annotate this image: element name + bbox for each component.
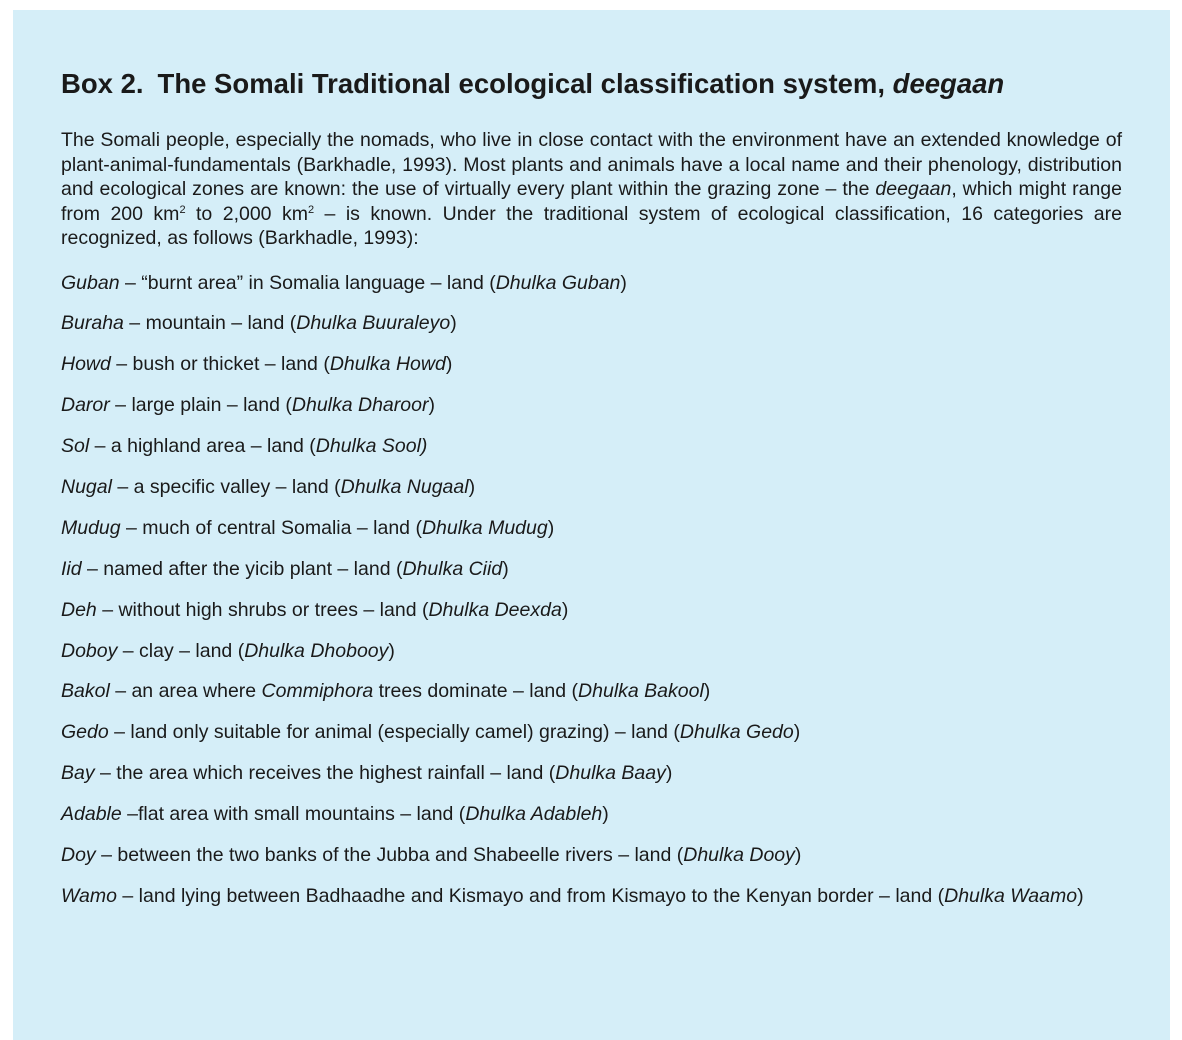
category-desc: – mountain – land (: [123, 312, 297, 335]
paren-close: ): [793, 721, 801, 744]
category-local-name: Dhulka Buuraleyo: [296, 312, 451, 335]
paren-close: ): [794, 843, 802, 866]
category-local-name: Dhulka Dharoor: [291, 394, 429, 417]
category-local-name: Dhulka Bakool: [578, 680, 704, 703]
paren-close: ): [502, 557, 509, 580]
category-name: Howd: [61, 353, 111, 376]
category-desc: – large plain – land (: [109, 394, 292, 417]
list-item: [61, 843, 1122, 868]
category-name: Bakol: [61, 680, 110, 703]
category-desc: – a specific valley – land (: [111, 475, 341, 498]
paren-close: ): [445, 353, 453, 376]
category-name: Deh: [61, 598, 97, 621]
category-name: Adable: [61, 803, 122, 826]
list-item: [61, 761, 1122, 786]
list-item: [61, 393, 1122, 418]
category-name: Daror: [61, 394, 110, 417]
category-local-name: Dhulka Waamo: [944, 884, 1078, 907]
category-list: [61, 271, 1122, 908]
paren-close: ): [450, 312, 457, 335]
category-desc: – a highland area – land (: [89, 435, 316, 458]
category-local-name: Dhulka Mudug: [421, 516, 548, 539]
category-desc: – the area which receives the highest rainfall – land (: [94, 762, 556, 785]
list-item: [61, 352, 1122, 377]
box-title: [61, 68, 1122, 100]
list-item: [61, 679, 1122, 704]
list-item: [61, 475, 1122, 500]
category-local-name: Dhulka Dhobooy: [244, 639, 389, 662]
category-desc: – land lying between Badhaadhe and Kismayo and from Kismayo to the Kenyan border – land (: [117, 884, 945, 907]
category-name: Mudug: [61, 516, 121, 539]
list-item: [61, 516, 1122, 541]
superscript-2: 2: [179, 203, 186, 216]
list-item: [61, 598, 1122, 623]
paren-close: ): [703, 680, 711, 703]
category-local-name: Dhulka Gedo: [679, 721, 794, 744]
category-name: Guban: [61, 271, 120, 294]
intro-paragraph: [61, 128, 1122, 251]
category-name: Bay: [61, 762, 95, 785]
category-name: Buraha: [61, 312, 124, 335]
box-title-term: deegaan: [892, 68, 1005, 99]
list-item: [61, 271, 1122, 296]
info-box: [13, 10, 1170, 1040]
paren-close: ): [561, 598, 569, 621]
category-name: Doboy: [61, 639, 118, 662]
category-desc: – land only suitable for animal (especially camel) grazing) – land (: [108, 721, 680, 744]
category-name: Wamo: [61, 884, 117, 907]
category-desc: – “burnt area” in Somalia language – land (: [119, 271, 496, 294]
category-local-name: Dhulka Ciid: [402, 557, 503, 580]
category-local-name: Dhulka Howd: [329, 353, 446, 376]
list-item: [61, 434, 1122, 459]
intro-term: deegaan: [875, 178, 952, 200]
paren-close: ): [602, 803, 609, 826]
paren-close: ): [1077, 884, 1084, 907]
category-desc: – an area where: [109, 680, 262, 703]
category-desc: – bush or thicket – land (: [110, 353, 330, 376]
paren-close: ): [468, 475, 476, 498]
category-local-name: Dhulka Adableh: [465, 803, 603, 826]
list-item: [61, 557, 1122, 582]
paren-close: ): [665, 762, 673, 785]
category-local-name: Dhulka Nugaal: [340, 475, 469, 498]
list-item: [61, 720, 1122, 745]
category-desc: –flat area with small mountains – land (: [121, 803, 466, 826]
superscript-2b: 2: [307, 203, 315, 216]
list-item: [61, 639, 1122, 664]
category-name: Sol: [61, 435, 90, 458]
category-desc: – much of central Somalia – land (: [120, 516, 422, 539]
category-local-name: Dhulka Deexda: [428, 598, 562, 621]
category-name: Iid: [61, 557, 82, 580]
paren-close: ): [620, 271, 627, 294]
intro-text-3: to 2,000 km: [185, 202, 308, 225]
list-item: [61, 802, 1122, 827]
category-desc: – clay – land (: [117, 639, 245, 662]
category-name: Doy: [61, 843, 96, 866]
intro-text-2: , which might range from 200 km: [61, 178, 1122, 225]
category-local-name: Dhulka Sool): [315, 435, 428, 458]
paren-close: ): [388, 639, 395, 662]
intro-text-1: The Somali people, especially the nomads, who live in close contact with the environment have an extended knowledge of plant-animal-fundamentals (Barkhadle, 1993). Most plants and animals have a local name and their phenology, distribution and ecological zones are known: the use of virtually every plant within the grazing zone – the: [61, 129, 1122, 200]
paren-close: ): [547, 516, 555, 539]
intro-text-4: – is known. Under the traditional system of ecological classification, 16 categories are recognized, as follows (Barkhadle, 1993):: [61, 202, 1122, 249]
category-local-name: Dhulka Guban: [495, 271, 621, 294]
category-local-name: Dhulka Baay: [555, 762, 666, 785]
box-number: Box 2.: [61, 68, 144, 99]
category-local-name: Dhulka Dooy: [683, 843, 795, 866]
box-title-text: The Somali Traditional ecological classification system,: [157, 68, 885, 99]
category-name: Nugal: [61, 475, 112, 498]
category-name: Gedo: [61, 721, 109, 744]
list-item: [61, 884, 1122, 908]
category-genus: Commiphora: [261, 680, 374, 703]
list-item: [61, 311, 1122, 336]
paren-close: ): [428, 394, 435, 417]
category-desc: – between the two banks of the Jubba and Shabeelle rivers – land (: [95, 843, 684, 866]
category-desc: – without high shrubs or trees – land (: [96, 598, 429, 621]
category-desc-2: trees dominate – land (: [373, 680, 579, 703]
category-desc: – named after the yicib plant – land (: [81, 557, 403, 580]
